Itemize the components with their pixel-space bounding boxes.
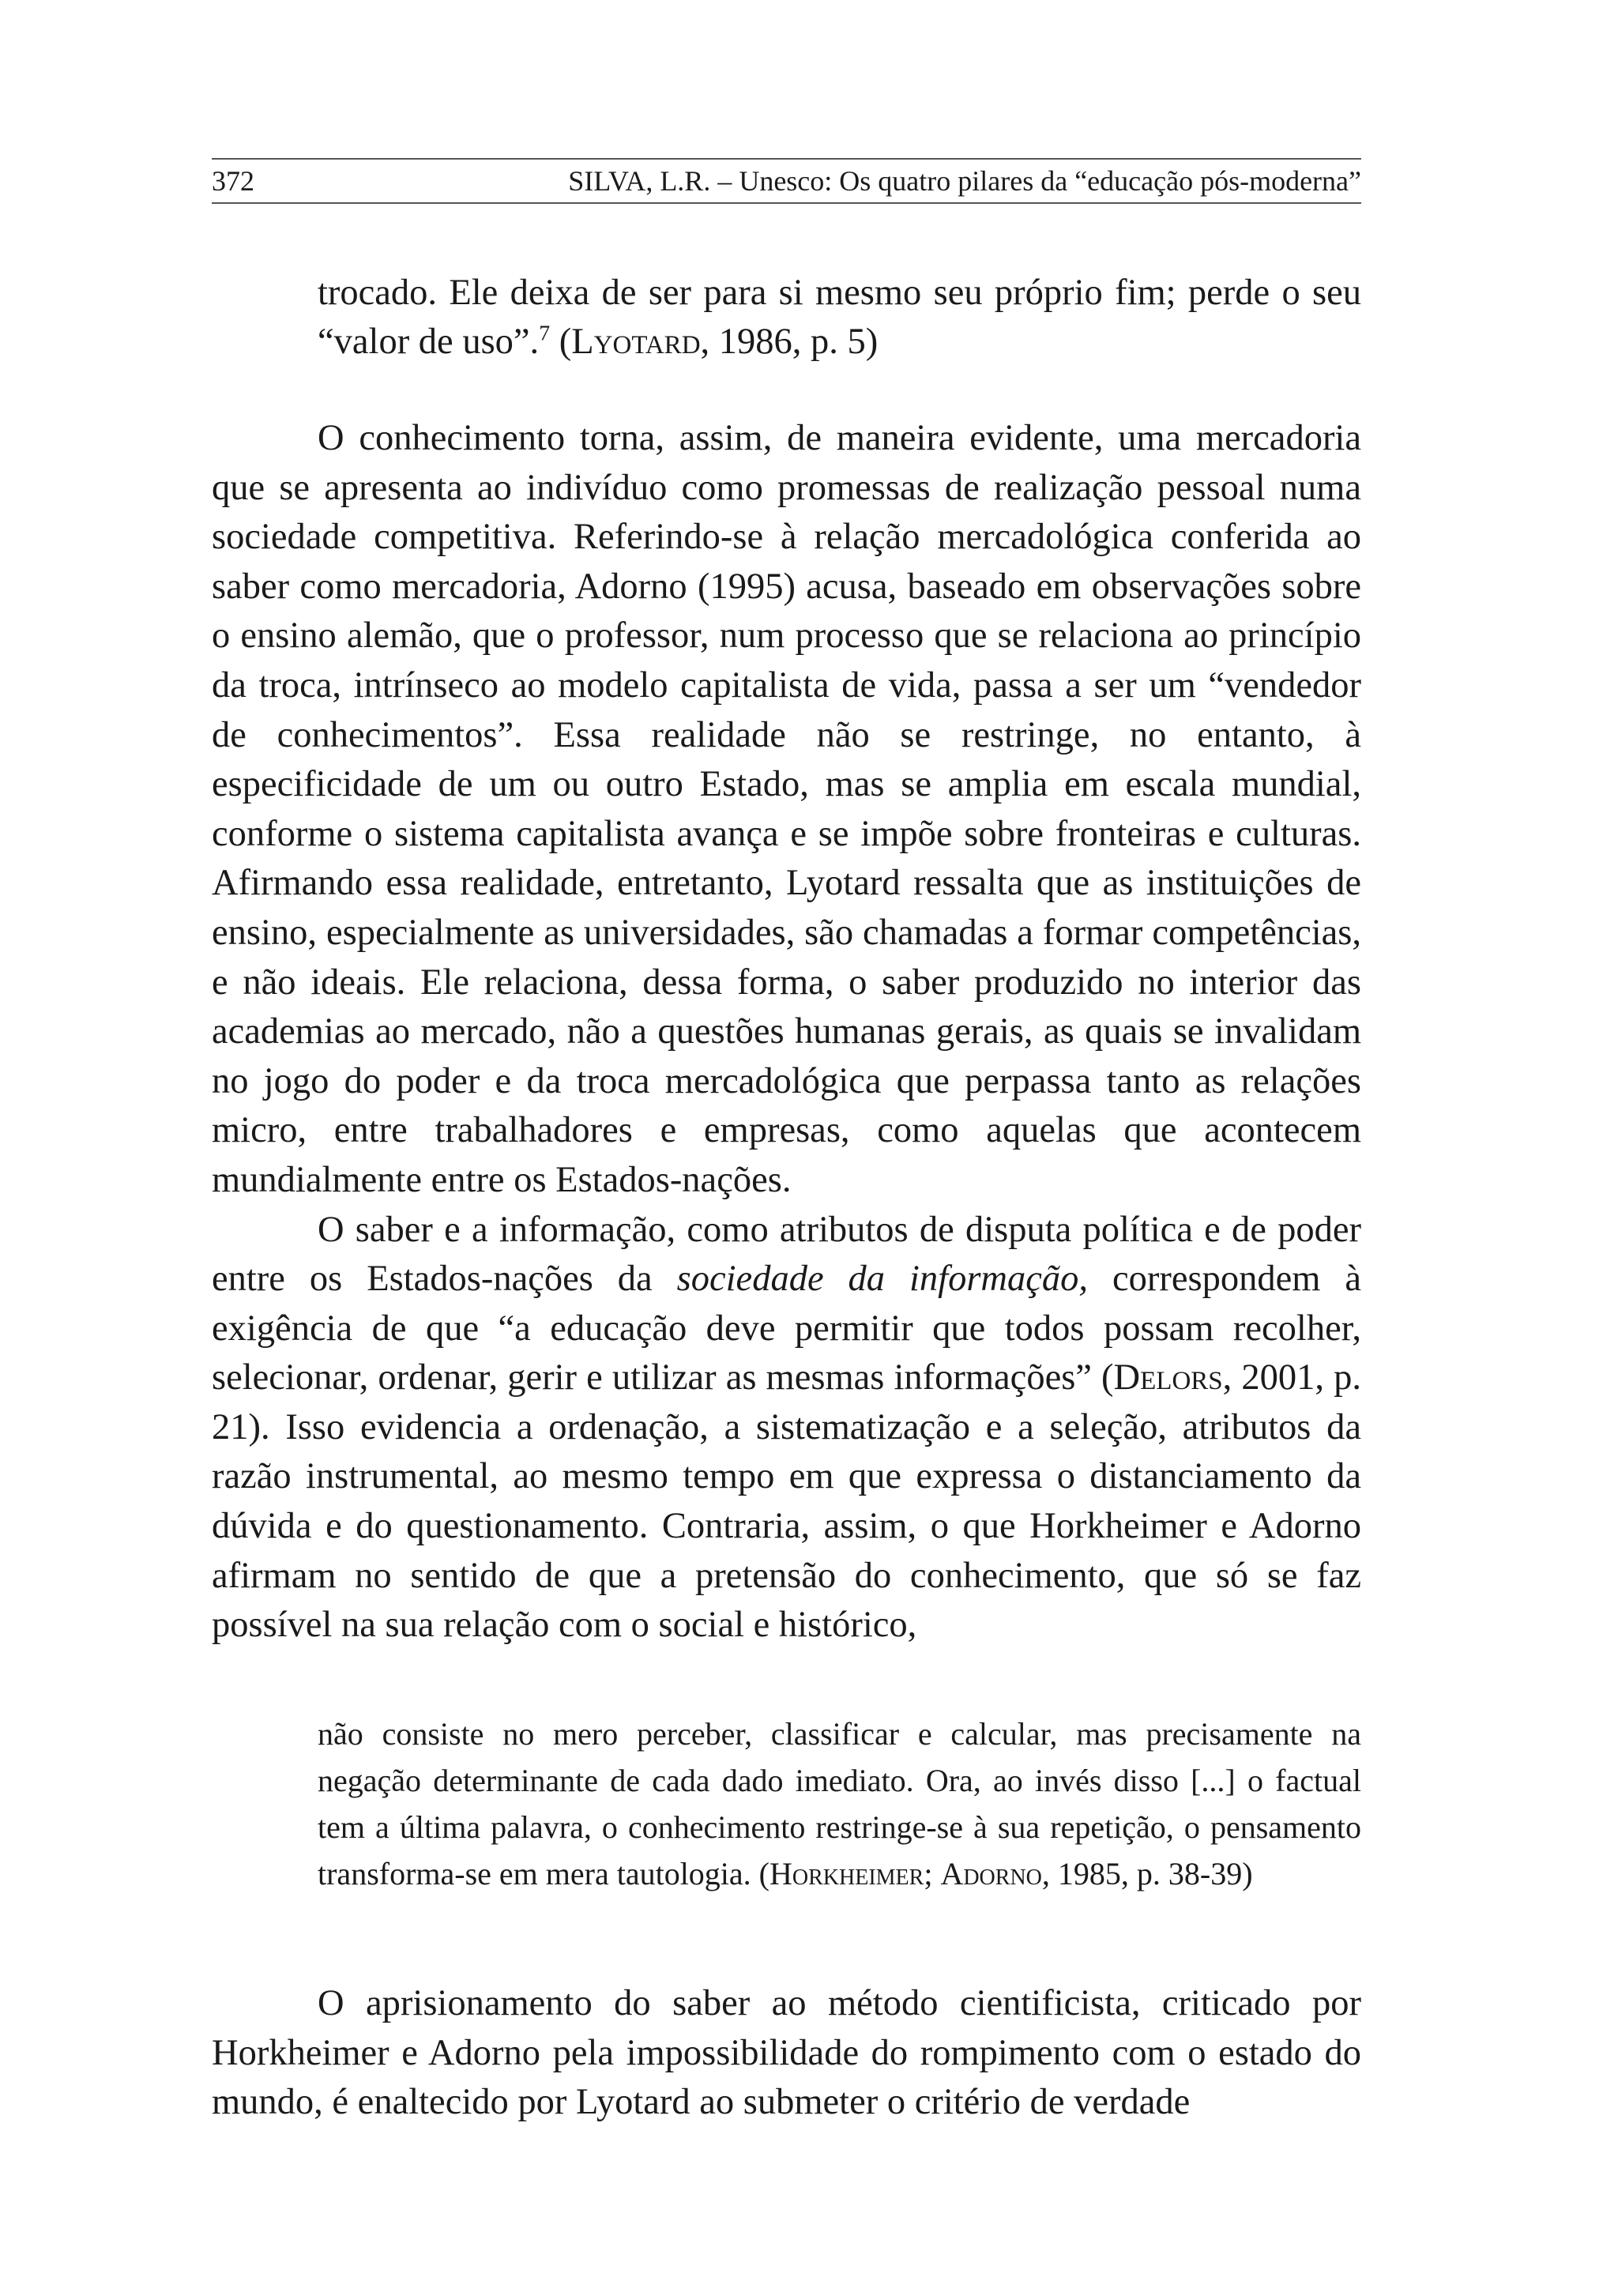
paragraph-text: , 2001, p. 21). Isso evidencia a ordenação, a sistematização e a seleção, atributos da razão instrumental, ao mesmo tempo em que expressa o distanciamento da dúvida e do questionamento. Contraria, assim, o que Horkheimer e Adorno afirmam no sentido de que a pretensão do conhecimento, que só se faz possível na sua relação com o social e histórico, — [212, 1357, 1362, 1646]
paragraph — [212, 1206, 1361, 1650]
quote-text: não consiste no mero perceber, classificar e calcular, mas precisamente na negação determinante de cada dado imediato. Ora, ao invés disso [...] o factual tem a última palavra, o conhecimento restringe-se à sua repetição, o pensamento transforma-se em mera tautologia. ( — [318, 1716, 1361, 1891]
citation-author: Lyotard — [571, 322, 701, 362]
paragraph: O aprisionamento do saber ao método cientificista, criticado por Horkheimer e Adorno pela impossibilidade do rompimento com o estado do mundo, é enaltecido por Lyotard ao submeter o critério de verdade — [212, 1983, 1361, 2123]
quote-text: ; — [924, 1856, 941, 1891]
main-text-continued — [212, 1979, 1361, 2128]
quote-text: trocado. Ele deixa de ser para si mesmo seu próprio fim; perde o seu “valor de uso”. — [318, 273, 1361, 362]
quote-text: , 1986, p. 5) — [700, 322, 879, 362]
block-quote — [318, 1711, 1361, 1897]
paragraph-text: correspondem à exigência de que “a educação deve permitir que todos possam recolher, selecionar, ordenar, gerir e utilizar as mesmas informações” ( — [212, 1259, 1361, 1398]
citation-author: Horkheimer — [769, 1856, 924, 1891]
quote-text: ( — [550, 322, 572, 362]
italic-term: sociedade da informação, — [676, 1259, 1089, 1300]
citation-author: Delors — [1113, 1357, 1223, 1398]
footnote-ref: 7 — [539, 321, 551, 346]
quote-text: , 1985, p. 38-39) — [1041, 1856, 1253, 1891]
running-header — [212, 158, 1361, 204]
paragraph-text: O saber e a informação, como atributos de disputa política e de poder entre os Estados-nações da — [212, 1209, 1361, 1300]
citation-author: Adorno — [940, 1856, 1042, 1891]
running-title: SILVA, L.R. – Unesco: Os quatro pilares da “educação pós-moderna” — [568, 165, 1361, 197]
paragraph: O conhecimento torna, assim, de maneira evidente, uma mercadoria que se apresenta ao indivíduo como promessas de realização pessoal numa sociedade competitiva. Referindo-se à relação mercadológica conferida ao saber como mercadoria, Adorno (1995) acusa, baseado em observações sobre o ensino alemão, que o professor, num processo que se relaciona ao princípio da troca, intrínseco ao modelo capitalista de vida, passa a ser um “vendedor de conhecimentos”. Essa realidade não se restringe, no entanto, à especificidade de um ou outro Estado, mas se amplia em escala mundial, conforme o sistema capitalista avança e se impõe sobre fronteiras e culturas. Afirmando essa realidade, entretanto, Lyotard ressalta que as instituições de ensino, especialmente as universidades, são chamadas a formar competências, e não ideais. Ele relaciona, dessa forma, o saber produzido no interior das academias ao mercado, não a questões humanas gerais, as quais se invalidam no jogo do poder e da troca mercadológica que perpassa tanto as relações micro, entre trabalhadores e empresas, como aquelas que acontecem mundialmente entre os Estados-nações. — [212, 418, 1361, 1200]
quote-continuation — [318, 269, 1361, 367]
page-number: 372 — [212, 165, 254, 197]
main-text — [212, 414, 1361, 1650]
